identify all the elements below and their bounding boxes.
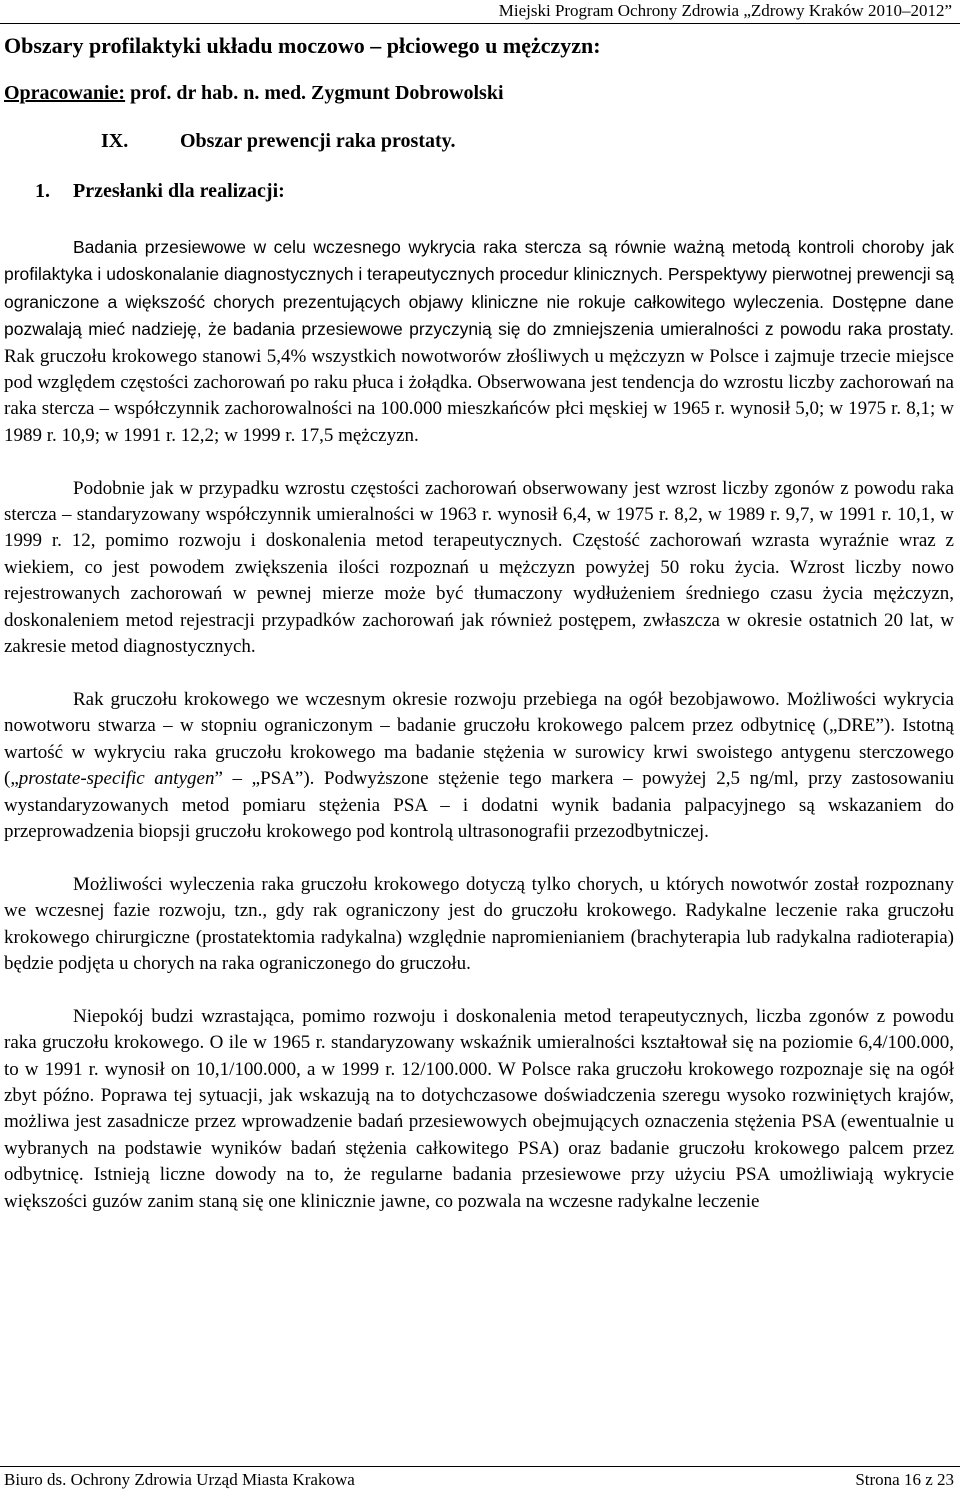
running-header: Miejski Program Ochrony Zdrowia „Zdrowy Kraków 2010–2012” <box>498 1 952 20</box>
footer-divider <box>0 1466 960 1467</box>
paragraph-5-text: Niepokój budzi wzrastająca, pomimo rozwoju i doskonalenia metod terapeutycznych, liczba zgonów z powodu raka gruczołu krokowego. O ile w 1965 r. standaryzowany wskaźnik umieralności kształtował się na poziomie 6,4/100.000, to w 1991 r. wynosił on 10,1/100.000, a w 1999 r. 12/100.000. W Polsce raka gruczołu krokowego rozpoznaje się na ogół zbyt późno. Poprawa tej sytuacji, jak wskazują na to dotychczasowe doświadczenia szeregu wysoko rozwiniętych krajów, możliwa jest zasadnicze przez wprowadzenie badań przesiewowych obejmujących oznaczenia stężenia PSA (ewentualnie u wybranych na podstawie wyników badań stężenia całkowitego PSA) oraz badanie gruczołu krokowego palcem przez odbytnicę. Istnieją liczne dowody na to, że regularne badania przesiewowe przy użyciu PSA umożliwiają wykrycie większości guzów zanim staną się one klinicznie jawne, co pozwala na wczesne radykalne leczenie <box>4 1005 954 1212</box>
body-text <box>4 234 954 1215</box>
paragraph-5 <box>4 1004 954 1215</box>
paragraph-2 <box>4 476 954 661</box>
header-divider <box>0 23 960 24</box>
page-footer <box>4 1469 954 1491</box>
paragraph-1-sentence-3: Dostępne dane pozwalają mieć nadzieję, że badania przesiewowe przyczynią się do zmniejszenia umieralności z powodu raka prostaty. <box>4 291 955 340</box>
paragraph-4 <box>4 872 954 978</box>
section-heading <box>101 130 456 153</box>
paragraph-1-sentence-2: Perspektywy pierwotnej prewencji są ograniczone a większość chorych prezentujących objawy kliniczne nie rokuje całkowitego wyleczenia. <box>4 264 954 312</box>
page-number: Strona 16 z 23 <box>855 1470 954 1489</box>
paragraph-3-text-b: ” – „PSA”). Podwyższone stężenie tego markera – powyżej 2,5 ng/ml, przy zastosowaniu wystandaryzowanych metod pomiaru stężenia PSA – i dodatni wynik badania palpacyjnego są wskazaniem do przeprowadzenia biopsji gruczołu krokowego pod kontrolą ultrasonografii przezodbytniczej. <box>4 768 955 842</box>
footer-office: Biuro ds. Ochrony Zdrowia Urząd Miasta Krakowa <box>4 1470 355 1489</box>
paragraph-4-text: Możliwości wyleczenia raka gruczołu krokowego dotyczą tylko chorych, u których nowotwór został rozpoznany we wczesnej fazie rozwoju, tzn., gdy rak ograniczony jest do gruczołu krokowego. Radykalne leczenie raka gruczołu krokowego chirurgiczne (prostatektomia radykalna) względnie napromienianiem (brachyterapia lub radykalna radioterapia) będzie podjęta u chorych na raka ograniczonego do gruczołu. <box>4 873 954 974</box>
author-line <box>4 82 504 105</box>
paragraph-3-italic-term: prostate-specific antygen <box>18 768 215 790</box>
document-title: Obszary profilaktyki układu moczowo – płciowego u mężczyzn: <box>4 33 601 58</box>
paragraph-1 <box>4 234 954 449</box>
paragraph-3 <box>4 687 954 845</box>
author-label: Opracowanie: <box>4 82 126 104</box>
subsection-heading <box>35 180 285 203</box>
paragraph-1-sentence-4: Rak gruczołu krokowego stanowi 5,4% wszystkich nowotworów złośliwych u mężczyzn w Polsce i zajmuje trzecie miejsce pod względem częstości zachorowań po raku płuca i żołądka. Obserwowana jest tendencja do wzrostu liczby zachorowań na raka stercza – współczynnik zachorowalności na 100.000 mieszkańców płci męskiej w 1965 r. wynosił 5,0; w 1975 r. 8,1; w 1989 r. 10,9; w 1991 r. 12,2; w 1999 r. 17,5 mężczyzn. <box>4 345 954 446</box>
subsection-title: Przesłanki dla realizacji: <box>73 180 285 202</box>
paragraph-3-text-a: Rak gruczołu krokowego we wczesnym okresie rozwoju przebiega na ogół bezobjawowo. Możliwości wykrycia nowotworu stwarza – w stopniu ograniczonym – badanie gruczołu krokowego palcem przez odbytnicę („DRE”). Istotną wartość w wykryciu raka gruczołu krokowego ma badanie stężenia w surowicy krwi swoistego antygenu sterczowego („ <box>4 688 954 790</box>
section-number: IX. <box>101 130 129 152</box>
paragraph-1-sentence-1: Badania przesiewowe w celu wczesnego wykrycia raka stercza są równie ważną metodą kontroli choroby jak profilaktyka i udoskonalanie diagnostycznych i terapeutycznych procedur klinicznych. <box>4 237 954 285</box>
paragraph-2-text: Podobnie jak w przypadku wzrostu częstości zachorowań obserwowany jest wzrost liczby zgonów z powodu raka stercza – standaryzowany współczynnik umieralności w 1963 r. wynosił 6,4, w 1975 r. 8,2, w 1989 r. 9,7, w 1991 r. 10,1, w 1999 r. 12, pomimo rozwoju i doskonalenia metod terapeutycznych. Częstość zachorowań wzrasta wyraźnie wraz z wiekiem, co jest powodem zwiększenia ilości rozpoznań u mężczyzn powyżej 50 roku życia. Wzrost liczby nowo rejestrowanych zachorowań w pewnej mierze może być tłumaczony wydłużeniem średniego czasu życia mężczyzn, doskonaleniem metod rejestracji przypadków zachorowań jak również postępem, zwłaszcza w okresie ostatnich 20 lat, w zakresie metod diagnostycznych. <box>4 477 954 658</box>
author-name: prof. dr hab. n. med. Zygmunt Dobrowolski <box>130 82 504 104</box>
section-title: Obszar prewencji raka prostaty. <box>180 130 456 152</box>
subsection-number: 1. <box>35 180 50 202</box>
